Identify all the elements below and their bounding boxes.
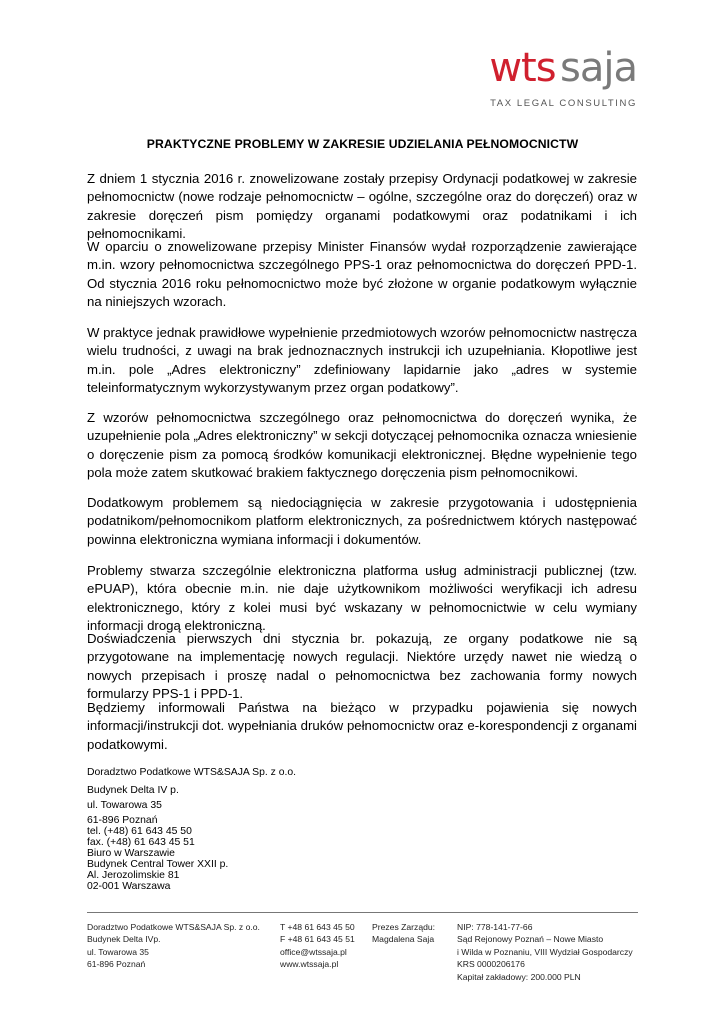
signature-office-street: Al. Jerozolimskie 81 xyxy=(87,870,180,881)
footer-phone: T +48 61 643 45 50 xyxy=(280,922,355,932)
signature-office-title: Biuro w Warszawie xyxy=(87,848,175,859)
company-logo xyxy=(467,45,637,109)
footer-board-label: Prezes Zarządu: xyxy=(372,922,436,932)
footer-board-column xyxy=(372,921,435,946)
footer-registry-column xyxy=(457,921,633,983)
paragraph-1: Z dniem 1 stycznia 2016 r. znowelizowane zostały przepisy Ordynacji podatkowej w zakresie pełnomocnictw (nowe rodzaje pełnomocnictw – ogólne, szczególne oraz do doręczeń) oraz w zakresie doręczeń pism pomiędzy organami podatkowymi oraz podatnikami i ich pełnomocnikami. xyxy=(87,171,637,241)
document-title: PRAKTYCZNE PROBLEMY W ZAKRESIE UDZIELANIA PEŁNOMOCNICTW xyxy=(146,137,579,151)
logo-wts-text: wts xyxy=(489,45,556,91)
footer-court: Sąd Rejonowy Poznań – Nowe Miasto xyxy=(457,934,604,945)
logo-tagline: TAX LEGAL CONSULTING xyxy=(490,98,637,109)
footer-website-link[interactable]: www.wtssaja.pl xyxy=(280,959,339,970)
paragraph-3: W praktyce jednak prawidłowe wypełnienie przedmiotowych wzorów pełnomocnictw nastręcza wielu trudności, z uwagi na brak jednoznacznych instrukcji ich uzupełniania. Kłopotliwe jest m.in. pole „Adres elektroniczny” zdefiniowany lapidarnie jako „adres w systemie teleinformatycznym wykorzystywanym przez organ podatkowy”. xyxy=(87,325,637,395)
footer-capital: Kapitał zakładowy: 200.000 PLN xyxy=(457,971,581,982)
footer-company-column xyxy=(87,921,260,971)
signature-street: ul. Towarowa 35 xyxy=(87,800,162,811)
footer-krs: KRS 0000206176 xyxy=(457,959,525,970)
signature-building: Budynek Delta IV p. xyxy=(87,785,179,796)
signature-city: 61-896 Poznań xyxy=(87,815,158,826)
paragraph-8: Będziemy informowali Państwa na bieżąco w przypadku pojawienia się nowych informacji/instrukcji dot. wypełniania druków pełnomocnictw oraz e-korespondencji z organami podatkowymi. xyxy=(87,700,637,752)
footer-company-building: Budynek Delta IVp. xyxy=(87,934,161,945)
signature-company: Doradztwo Podatkowe WTS&SAJA Sp. z o.o. xyxy=(87,767,297,778)
footer-company-street: ul. Towarowa 35 xyxy=(87,946,149,957)
signature-office-city: 02-001 Warszawa xyxy=(87,881,171,892)
signature-office-building: Budynek Central Tower XXII p. xyxy=(87,859,229,870)
paragraph-2: W oparciu o znowelizowane przepisy Minister Finansów wydał rozporządzenie zawierające m.in. wzory pełnomocnictwa szczególnego PPS-1 oraz pełnomocnictwa do doręczeń PPD-1. Od stycznia 2016 roku pełnomocnictwo może być złożone w organie podatkowym wyłącznie na niniejszych wzorach. xyxy=(87,239,637,309)
paragraph-7: Doświadczenia pierwszych dni stycznia br. pokazują, ze organy podatkowe nie są przygotowane na implementację nowych regulacji. Niektóre urzędy nawet nie wiedzą o nowych przepisach i proszę nadal o pełnomocnictwa bez zachowania formy nowych formularzy PPS-1 i PPD-1. xyxy=(87,631,637,701)
footer-company-name: Doradztwo Podatkowe WTS&SAJA Sp. z o.o. xyxy=(87,922,260,932)
footer-fax: F +48 61 643 45 51 xyxy=(280,934,355,945)
signature-fax: fax. (+48) 61 643 45 51 xyxy=(87,837,195,848)
footer-divider xyxy=(87,912,638,913)
footer-court-division: i Wilda w Poznaniu, VIII Wydział Gospodarczy xyxy=(457,946,633,957)
footer-board-name: Magdalena Saja xyxy=(372,934,435,945)
paragraph-4: Z wzorów pełnomocnictwa szczególnego oraz pełnomocnictwa do doręczeń wynika, że uzupełnienie pola „Adres elektroniczny” w sekcji dotyczącej pełnomocnika oznacza wniesienie o doręczenie pism za pomocą środków komunikacji elektronicznej. Błędne wypełnienie tego pola może zatem skutkować brakiem faktycznego doręczenia pism pełnomocnikowi. xyxy=(87,410,637,480)
paragraph-6: Problemy stwarza szczególnie elektroniczna platforma usług administracji publicznej (tzw. ePUAP), która obecnie m.in. nie daje użytkownikom możliwości weryfikacji ich adresu elektronicznego, który z kolei musi być wskazany w pełnomocnictwie w celu wymiany informacji drogą elektroniczną. xyxy=(87,563,637,633)
footer-contact-column xyxy=(280,921,355,971)
footer-nip: NIP: 778-141-77-66 xyxy=(457,922,533,932)
logo-saja-text: saja xyxy=(560,45,637,91)
paragraph-5: Dodatkowym problemem są niedociągnięcia w zakresie przygotowania i udostępnienia podatnikom/pełnomocnikom platform elektronicznych, za pośrednictwem których następować powinna elektroniczna wymiana informacji i dokumentów. xyxy=(87,495,637,547)
footer-company-city: 61-896 Poznań xyxy=(87,959,146,970)
footer-email-link[interactable]: office@wtssaja.pl xyxy=(280,946,347,957)
signature-tel: tel. (+48) 61 643 45 50 xyxy=(87,826,192,837)
